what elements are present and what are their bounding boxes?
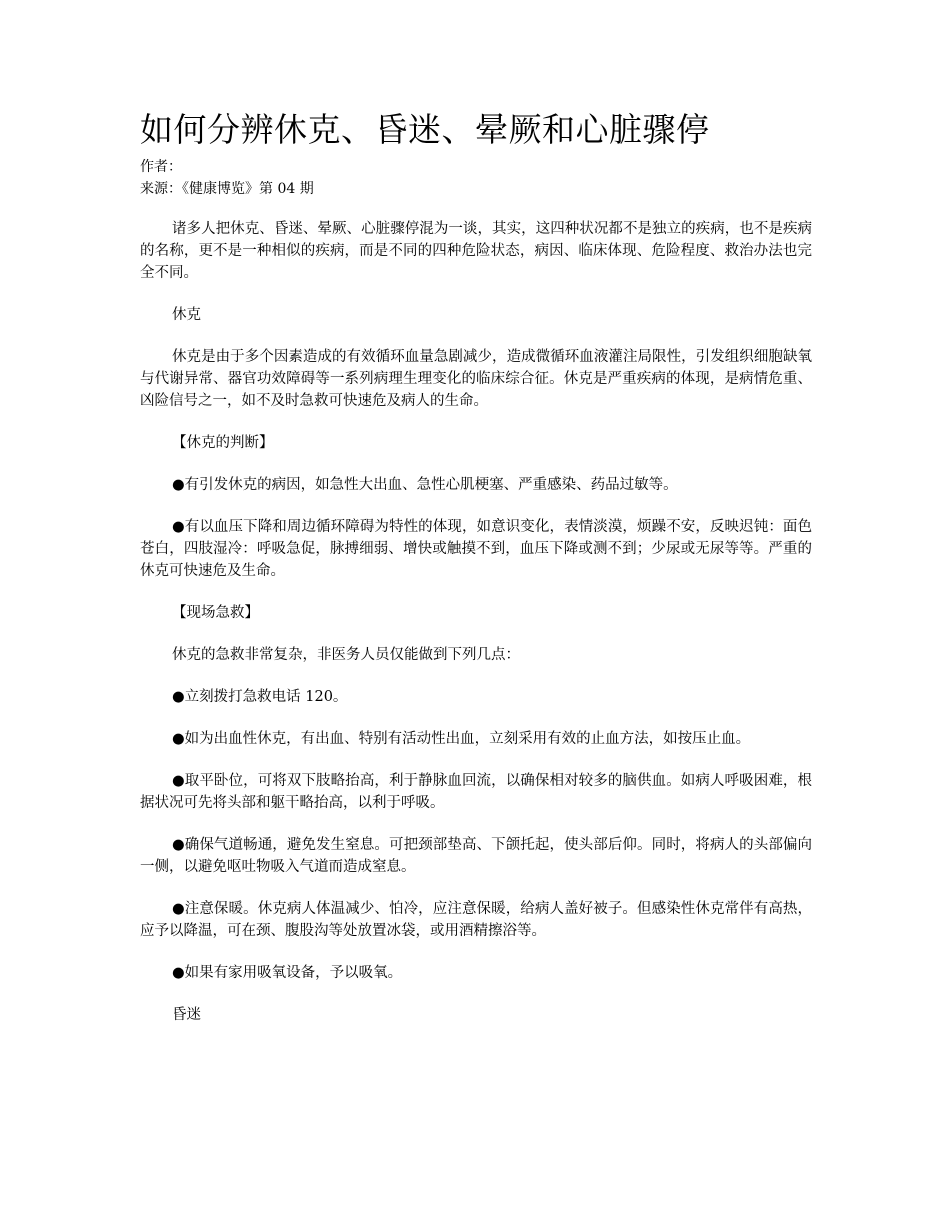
article-title: 如何分辨休克、昏迷、晕厥和心脏骤停 xyxy=(140,110,710,149)
intro-paragraph: 诸多人把休克、昏迷、晕厥、心脏骤停混为一谈，其实，这四种状况都不是独立的疾病，也不是疾病的名称，更不是一种相似的疾病，而是不同的四种危险状态，病因、临床体现、危险程度、救治办法也完全不同。 xyxy=(140,221,812,281)
rescue-item-2: ●如为出血性休克，有出血、特别有活动性出血，立刻采用有效的止血方法，如按压止血。 xyxy=(172,731,751,747)
shock-definition-paragraph: 休克是由于多个因素造成的有效循环血量急剧减少，造成微循环血液灌注局限性，引发组织细胞缺氧与代谢异常、器官功效障碍等一系列病理生理变化的临床综合征。休克是严重疾病的体现，是病情危重、凶险信号之一，如不及时急救可快速危及病人的生命。 xyxy=(140,349,812,409)
section-heading-shock: 休克 xyxy=(172,307,201,323)
article-meta xyxy=(140,156,812,200)
rescue-item-4: ●确保气道畅通，避免发生窒息。可把颈部垫高、下颌托起，使头部后仰。同时，将病人的头部偏向一侧，以避免呕吐物吸入气道而造成窒息。 xyxy=(140,837,812,875)
rescue-item-6: ●如果有家用吸氧设备，予以吸氧。 xyxy=(172,965,403,981)
judgment-heading: 【休克的判断】 xyxy=(172,435,274,451)
section-heading-coma: 昏迷 xyxy=(172,1007,201,1023)
judgment-item-2: ●有以血压下降和周边循环障碍为特性的体现，如意识变化，表情淡漠，烦躁不安，反映迟钝：面色苍白，四肢湿冷：呼吸急促，脉搏细弱、增快或触摸不到，血压下降或测不到；少尿或无尿等等。严重的休克可快速危及生命。 xyxy=(140,519,812,579)
judgment-item-1: ●有引发休克的病因，如急性大出血、急性心肌梗塞、严重感染、药品过敏等。 xyxy=(172,477,678,493)
rescue-item-1: ●立刻拨打急救电话 120。 xyxy=(172,689,348,705)
document-page xyxy=(140,108,812,1046)
rescue-item-5: ●注意保暖。休克病人体温减少、怕冷，应注意保暖，给病人盖好被子。但感染性休克常伴有高热，应予以降温，可在颈、腹股沟等处放置冰袋，或用酒精擦浴等。 xyxy=(140,901,812,939)
rescue-intro-paragraph: 休克的急救非常复杂，非医务人员仅能做到下列几点： xyxy=(172,647,520,663)
source-line: 来源：《健康博览》第 04 期 xyxy=(140,181,314,197)
author-line: 作者： xyxy=(140,159,182,175)
rescue-item-3: ●取平卧位，可将双下肢略抬高，利于静脉血回流，以确保相对较多的脑供血。如病人呼吸困难，根据状况可先将头部和躯干略抬高，以利于呼吸。 xyxy=(140,773,812,811)
rescue-heading: 【现场急救】 xyxy=(172,605,259,621)
